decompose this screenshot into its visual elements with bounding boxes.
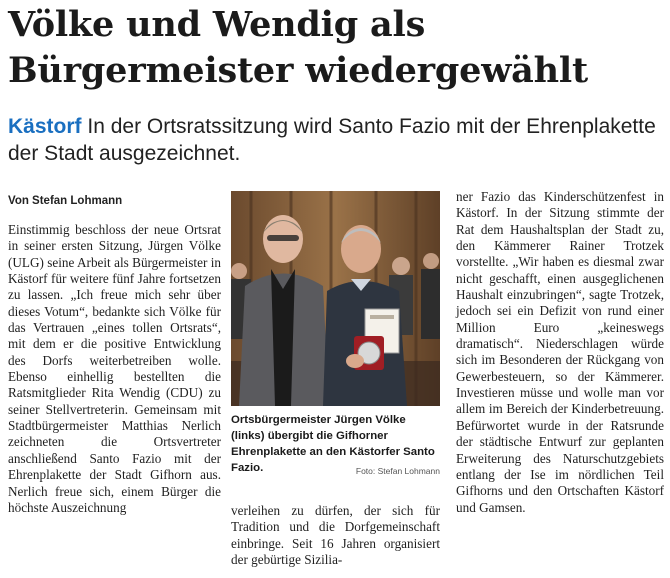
subheadline-text: In der Ortsratssitzung wird Santo Fazio mit der Ehrenplakette der Stadt ausgezeichnet. <box>8 115 656 165</box>
subheadline <box>8 113 668 167</box>
photo-caption <box>231 412 440 479</box>
place-label: Kästorf <box>8 115 82 138</box>
headline-line-2: Bürgermeister wiedergewählt <box>8 50 588 91</box>
headline-line-1: Völke und Wendig als <box>8 4 426 45</box>
article-text-col2: verleihen zu dürfen, der sich für Tradition und die Dorfgemeinschaft einbringe. Seit 16 Jahren organisiert der gebürtige Sizilia- <box>231 503 440 568</box>
article-column-2 <box>231 503 440 568</box>
photo-credit: Foto: Stefan Lohmann <box>355 466 440 476</box>
article-text-col3: ner Fazio das Kinderschützenfest in Kästorf. In der Sitzung stimmte der Rat dem Haushaltsplan der Stadt zu, den Kämmerer Rainer Trotzek vorstellte. „Wir haben es diesmal zwar nicht geschafft, einen ausgeglichenen Haushalt einzubringen“, sagte Trotzek, jedoch sei ein Defizit von rund einer Million Euro „keineswegs dramatisch“. Niederschlagen würde sich im Besonderen der Rückgang von Gewerbesteuern, so der Kämmerer. Investieren müsse und wolle man vor allem im Bereich der Kinderbetreuung. Befürwortet wurde in der Ratsrunde der städtische Entwurf zur geplanten Erweiterung des Naturschutzgebiets entlang der Ise im nördlichen Teil Gifhorns und den Ortschaften Kästorf und Gamsen. <box>456 189 664 515</box>
byline: Von Stefan Lohmann <box>8 195 123 207</box>
article-column-3 <box>456 189 664 516</box>
article-column-1 <box>8 222 221 516</box>
article-text-col1: Einstimmig beschloss der neue Ortsrat in seiner ersten Sitzung, Jürgen Völke (ULG) seine Arbeit als Bürgermeister in Kästorf für weitere fünf Jahre fortsetzen zu lassen. „Ich freue mich sehr über dieses Votum“, bedankte sich Völke für das Vertrauen „eines tollen Ortsrats“, mit dem er die positive Entwicklung des Dorfs weiterbetreiben wolle. Ebenso einhellig bestellten die Ratsmitglieder Rita Wendig (CDU) zu seiner Stellvertreterin. Gemeinsam mit Stadtbürgermeister Matthias Nerlich zeichneten die Ortsvertreter anschließend Santo Fazio mit der Ehrenplakette der Stadt Gifhorn aus. Nerlich freue sich, einem Bürger die höchste Auszeichnung <box>8 222 221 515</box>
photo-illustration <box>231 191 440 406</box>
caption-text: Ortsbürgermeister Jürgen Völke (links) übergibt die Gifhorner Ehrenplakette an den Kästorfer Santo Fazio. <box>231 414 435 474</box>
headline <box>8 2 668 94</box>
article-photo <box>231 191 440 406</box>
